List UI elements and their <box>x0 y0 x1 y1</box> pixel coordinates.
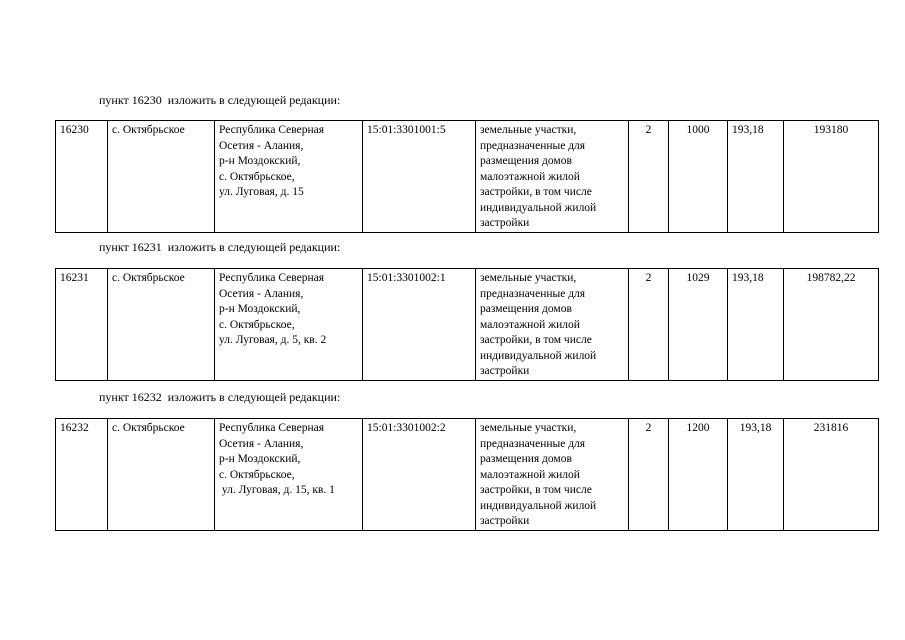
settlement-cell: с. Октябрьское <box>108 269 215 381</box>
purpose-line: застройки <box>480 365 530 377</box>
purpose-line: предназначенные для <box>480 139 586 152</box>
section-intro: пункт 16230 изложить в следующей редакции: <box>99 93 341 107</box>
address-line: с. Октябрьское, <box>219 318 295 331</box>
address-line: Осетия - Алания, <box>219 287 304 300</box>
value-cell: 231816 <box>784 419 879 531</box>
value-cell: 198782,22 <box>784 269 879 381</box>
purpose-line: индивидуальной жилой <box>480 499 597 512</box>
address-cell <box>215 121 363 233</box>
rate-cell: 193,18 <box>728 121 784 233</box>
purpose-line: предназначенные для <box>480 437 586 450</box>
address-line: р-н Моздокский, <box>219 453 301 465</box>
settlement-cell: с. Октябрьское <box>108 121 215 233</box>
address-line: ул. Луговая, д. 15 <box>219 186 304 198</box>
record-table <box>55 268 879 381</box>
section-intro: пункт 16231 изложить в следующей редакции: <box>99 240 341 254</box>
purpose-line: размещения домов <box>480 453 572 465</box>
record-number: 16230 <box>56 121 108 233</box>
address-line: Республика Северная <box>219 422 325 434</box>
purpose-line: застройки, в том числе <box>480 186 592 198</box>
purpose-line: земельные участки, <box>480 422 577 434</box>
address-line: с. Октябрьское, <box>219 170 295 183</box>
address-line: Осетия - Алания, <box>219 139 304 152</box>
address-line: с. Октябрьское, <box>219 468 295 481</box>
purpose-line: индивидуальной жилой <box>480 201 597 214</box>
record-number: 16231 <box>56 269 108 381</box>
purpose-line: предназначенные для <box>480 287 586 300</box>
group-cell: 2 <box>629 121 669 233</box>
record-table <box>55 120 879 233</box>
purpose-line: застройки <box>480 217 530 229</box>
record-table <box>55 418 879 531</box>
area-cell: 1000 <box>669 121 728 233</box>
cadastral-number: 15:01:3301002:1 <box>363 269 476 381</box>
address-line: р-н Моздокский, <box>219 303 301 315</box>
group-cell: 2 <box>629 419 669 531</box>
purpose-line: малоэтажной жилой <box>480 170 580 183</box>
section-intro: пункт 16232 изложить в следующей редакции: <box>99 390 341 404</box>
purpose-line: размещения домов <box>480 303 572 315</box>
purpose-line: малоэтажной жилой <box>480 318 580 331</box>
area-cell: 1200 <box>669 419 728 531</box>
address-line: Осетия - Алания, <box>219 437 304 450</box>
group-cell: 2 <box>629 269 669 381</box>
address-line: Республика Северная <box>219 124 325 136</box>
record-number: 16232 <box>56 419 108 531</box>
purpose-cell <box>476 269 629 381</box>
rate-cell: 193,18 <box>728 269 784 381</box>
value-cell: 193180 <box>784 121 879 233</box>
settlement-cell: с. Октябрьское <box>108 419 215 531</box>
cadastral-number: 15:01:3301002:2 <box>363 419 476 531</box>
address-line: ул. Луговая, д. 5, кв. 2 <box>219 334 327 346</box>
purpose-line: малоэтажной жилой <box>480 468 580 481</box>
purpose-cell <box>476 419 629 531</box>
area-cell: 1029 <box>669 269 728 381</box>
address-cell <box>215 269 363 381</box>
purpose-cell <box>476 121 629 233</box>
address-line: ул. Луговая, д. 15, кв. 1 <box>219 484 335 496</box>
purpose-line: застройки, в том числе <box>480 484 592 496</box>
purpose-line: земельные участки, <box>480 272 577 284</box>
purpose-line: индивидуальной жилой <box>480 349 597 362</box>
purpose-line: размещения домов <box>480 155 572 167</box>
purpose-line: застройки <box>480 515 530 527</box>
purpose-line: застройки, в том числе <box>480 334 592 346</box>
rate-cell: 193,18 <box>728 419 784 531</box>
address-cell <box>215 419 363 531</box>
cadastral-number: 15:01:3301001:5 <box>363 121 476 233</box>
purpose-line: земельные участки, <box>480 124 577 136</box>
address-line: р-н Моздокский, <box>219 155 301 167</box>
address-line: Республика Северная <box>219 272 325 284</box>
